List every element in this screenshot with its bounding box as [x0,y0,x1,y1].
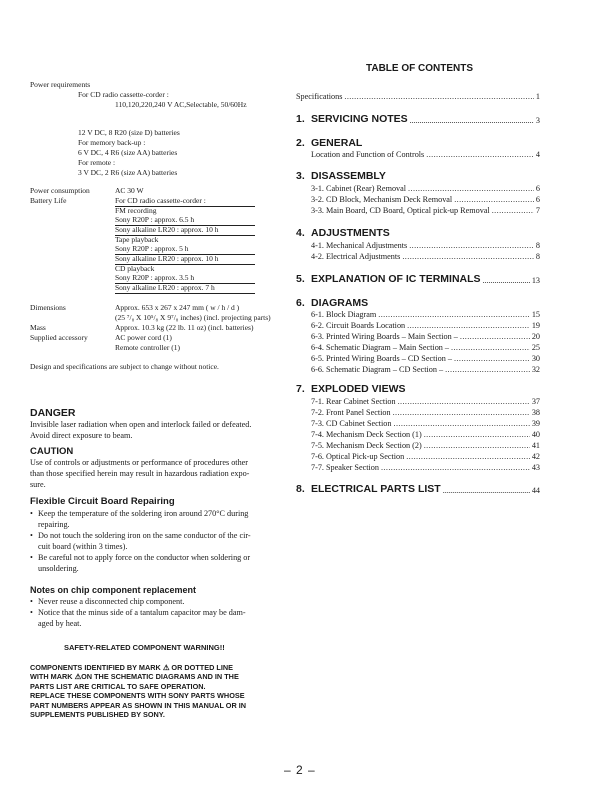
toc-section-1-page: 3 [535,116,540,125]
leader-dots [443,486,530,495]
toc-item-label: 6-4. Schematic Diagram – Main Section – [311,343,450,352]
toc-item-label: 7-4. Mechanism Deck Section (1) [311,430,422,439]
toc-item[interactable] [311,463,540,474]
toc-section-1-title: SERVICING NOTES [311,113,408,125]
caution-line-2: than those specified herein may result in hazardous radiation expo- [30,469,250,478]
safety-line-1: COMPONENTS IDENTIFIED BY MARK ⚠ OR DOTTED LINE [30,663,234,672]
toc-item-page: 15 [531,310,540,319]
toc-specifications-page: 1 [535,92,540,101]
toc-section-8[interactable] [296,483,540,495]
toc-item-label: 3-1. Cabinet (Rear) Removal [311,184,407,193]
memory-label: For memory back-up : [78,138,146,147]
supplied-accessory-value-2: Remote controller (1) [115,343,180,352]
toc-section-8-num: 8. [296,483,305,495]
toc-item-page: 43 [531,463,540,472]
toc-section-8-page: 44 [531,486,540,495]
flex-bullet-3-b: unsoldering. [38,563,79,573]
toc-item[interactable] [311,452,540,463]
toc-item[interactable] [311,252,540,263]
toc-item[interactable] [311,430,540,441]
dimensions-value-2: (25 ⁷/₈ X 10⁵/₈ X 9⁷/₈ inches) (incl. projecting parts) [115,313,271,322]
chip-bullet-1: • Never reuse a disconnected chip component. [30,597,185,606]
toc-item[interactable] [311,354,540,365]
toc-item-page: 40 [531,430,540,439]
toc-item-page: 8 [535,241,540,250]
leader-dots [424,430,530,441]
toc-section-6-title: DIAGRAMS [311,297,369,309]
flex-board-title: Flexible Circuit Board Repairing [30,496,175,507]
leader-dots [454,354,530,365]
toc-section-5-title: EXPLANATION OF IC TERMINALS [311,273,481,285]
toc-item-label: 3-2. CD Block, Mechanism Deck Removal [311,195,453,204]
flex-bullet-1-a: Keep the temperature of the soldering iron around 270°C during [38,509,249,518]
toc-section-2-num: 2. [296,137,305,149]
toc-section-5[interactable] [296,273,540,285]
safety-warning-title: SAFETY-RELATED COMPONENT WARNING!! [64,643,225,652]
toc-section-5-page: 13 [531,276,540,285]
chip-bullet-2-a: Notice that the minus side of a tantalum capacitor may be dam- [38,608,246,617]
leader-dots [407,321,530,332]
leader-dots [378,310,530,321]
toc-item-page: 4 [535,150,540,159]
toc-item[interactable] [311,397,540,408]
leader-dots [408,184,534,195]
battery-row-7: Sony R20P : approx. 3.5 h [115,273,255,284]
danger-line-2: Avoid direct exposure to beam. [30,431,133,440]
toc-item-page: 25 [531,343,540,352]
toc-item[interactable] [311,310,540,321]
toc-item-page: 8 [535,252,540,261]
toc-item-label: 6-5. Printed Wiring Boards – CD Section – [311,354,452,363]
leader-dots [406,452,530,463]
power-consumption-label: Power consumption [30,186,90,195]
toc-section-6[interactable] [296,297,540,309]
toc-section-7-title: EXPLODED VIEWS [311,383,406,395]
toc-item-page: 42 [531,452,540,461]
danger-title: DANGER [30,407,76,419]
toc-item-page: 37 [531,397,540,406]
leader-dots [424,441,530,452]
power-cd-label: For CD radio cassette-corder : [78,90,169,99]
toc-item-page: 38 [531,408,540,417]
toc-item-label: 7-1. Rear Cabinet Section [311,397,396,406]
battery-row-6: CD playback [115,264,155,273]
chip-bullet-2: • Notice that the minus side of a tantalum capacitor may be dam- aged by heat. [30,608,246,628]
dimensions-label: Dimensions [30,303,66,312]
toc-item-label: 7-6. Optical Pick-up Section [311,452,405,461]
mass-value: Approx. 10.3 kg (22 lb. 11 oz) (incl. batteries) [115,323,254,332]
toc-item[interactable] [311,365,540,376]
battery-row-1: Sony R20P : approx. 6.5 h [115,215,255,226]
flex-bullet-2-a: Do not touch the soldering iron on the same conductor of the cir- [38,531,251,540]
leader-dots [492,206,534,217]
supplied-accessory-value-1: AC power cord (1) [115,333,172,342]
leader-dots [402,252,534,263]
toc-section-5-num: 5. [296,273,305,285]
toc-section-3[interactable] [296,170,540,182]
battery-row-0: FM recording [115,206,157,215]
toc-item[interactable] [311,184,540,195]
toc-item-label: 7-5. Mechanism Deck Section (2) [311,441,422,450]
safety-line-5: PART NUMBERS APPEAR AS SHOWN IN THIS MANUAL OR IN [30,700,247,710]
remote-value: 3 V DC, 2 R6 (size AA) batteries [78,168,178,177]
toc-section-6-num: 6. [296,297,305,309]
leader-dots [344,92,534,103]
toc-item-label: 6-2. Circuit Boards Location [311,321,406,330]
toc-item[interactable] [311,343,540,354]
power-requirements-label: Power requirements [30,80,91,89]
flex-bullet-1: • Keep the temperature of the soldering iron around 270°C during repairing. [30,509,249,529]
toc-item-label: 7-3. CD Cabinet Section [311,419,392,428]
caution-line-3: sure. [30,480,46,489]
page-number: – 2 – [284,763,316,777]
power-consumption-value: AC 30 W [115,186,144,195]
remote-label: For remote : [78,158,116,167]
leader-dots [394,419,530,430]
toc-title: TABLE OF CONTENTS [366,63,474,74]
toc-item-label: 6-6. Schematic Diagram – CD Section – [311,365,444,374]
chip-bullet-1-text: Never reuse a disconnected chip component. [38,597,185,606]
toc-section-1[interactable] [296,113,540,125]
toc-section-3-title: DISASSEMBLY [311,170,386,182]
flex-bullet-1-b: repairing. [38,519,70,529]
toc-item[interactable] [311,441,540,452]
toc-section-3-num: 3. [296,170,305,182]
safety-line-3: PARTS LIST ARE CRITICAL TO SAFE OPERATION. [30,681,206,691]
leader-dots [393,408,530,419]
toc-item-label: 4-2. Electrical Adjustments [311,252,401,261]
flex-bullet-3: • Be careful not to apply force on the conductor when soldering or unsoldering. [30,553,251,573]
leader-dots [409,241,534,252]
battery-cd-label: For CD radio cassette-corder : [115,196,255,207]
supplied-accessory-label: Supplied accessory [30,333,88,342]
toc-item-page: 20 [531,332,540,341]
safety-warning-body [30,663,285,719]
leader-dots [426,150,534,161]
leader-dots [410,116,534,125]
design-note: Design and specifications are subject to change without notice. [30,362,219,371]
flex-bullet-3-a: Be careful not to apply force on the conductor when soldering or [38,553,251,562]
toc-item-page: 19 [531,321,540,330]
toc-item-label: 4-1. Mechanical Adjustments [311,241,408,250]
chip-bullet-2-b: aged by heat. [38,618,82,628]
caution-title: CAUTION [30,446,74,457]
toc-item[interactable] [311,206,540,217]
toc-item-page: 39 [531,419,540,428]
toc-item-page: 6 [535,184,540,193]
toc-item-label: 7-2. Front Panel Section [311,408,391,417]
toc-section-4-num: 4. [296,227,305,239]
mass-label: Mass [30,323,46,332]
danger-line-1: Invisible laser radiation when open and interlock failed or defeated. [30,420,252,429]
safety-line-2: WITH MARK ⚠ON THE SCHEMATIC DIAGRAMS AND IN THE [30,672,239,682]
toc-item[interactable] [311,195,540,206]
toc-item-page: 32 [531,365,540,374]
toc-item-label: 7-7. Speaker Section [311,463,379,472]
dimensions-value-1: Approx. 653 x 267 x 247 mm ( w / h / d ) [115,303,240,312]
chip-notes-title: Notes on chip component replacement [30,585,197,595]
toc-item-label: 3-3. Main Board, CD Board, Optical pick-up Removal [311,206,490,215]
toc-item[interactable] [311,150,540,161]
toc-section-7-num: 7. [296,383,305,395]
toc-specifications[interactable] [296,92,540,103]
safety-line-6: SUPPLEMENTS PUBLISHED BY SONY. [30,710,165,720]
battery-row-4: Sony R20P : approx. 5 h [115,244,255,255]
toc-item-label: Location and Function of Controls [311,150,425,159]
memory-value: 6 V DC, 4 R6 (size AA) batteries [78,148,178,157]
toc-item[interactable] [311,419,540,430]
leader-dots [451,343,530,354]
toc-item[interactable] [311,332,540,343]
toc-item[interactable] [311,408,540,419]
battery-row-5: Sony alkaline LR20 : approx. 10 h [115,254,255,265]
toc-item-page: 6 [535,195,540,204]
battery-row-2: Sony alkaline LR20 : approx. 10 h [115,225,255,236]
toc-item-page: 7 [535,206,540,215]
toc-specifications-label: Specifications [296,92,343,101]
leader-dots [483,276,530,285]
battery-life-label: Battery Life [30,196,67,205]
leader-dots [454,195,534,206]
toc-section-7[interactable] [296,383,540,395]
toc-item-page: 30 [531,354,540,363]
toc-section-8-title: ELECTRICAL PARTS LIST [311,483,441,495]
leader-dots [381,463,530,474]
caution-line-1: Use of controls or adjustments or performance of procedures other [30,458,249,467]
battery-row-3: Tape playback [115,235,159,244]
flex-bullet-2: • Do not touch the soldering iron on the same conductor of the cir- cuit board (within 3 times). [30,531,251,551]
flex-bullet-2-b: cuit board (within 3 times). [38,541,128,551]
toc-section-2[interactable] [296,137,540,149]
battery-row-8: Sony alkaline LR20 : approx. 7 h [115,283,255,294]
safety-line-4: REPLACE THESE COMPONENTS WITH SONY PARTS WHOSE [30,691,245,701]
toc-item[interactable] [311,241,540,252]
toc-item-label: 6-3. Printed Wiring Boards – Main Section – [311,332,458,341]
toc-section-2-title: GENERAL [311,137,363,149]
toc-item[interactable] [311,321,540,332]
power-ac-value: 110,120,220,240 V AC,Selectable, 50/60Hz [115,100,247,109]
toc-section-4[interactable] [296,227,540,239]
leader-dots [445,365,530,376]
leader-dots [460,332,530,343]
power-dc-value: 12 V DC, 8 R20 (size D) batteries [78,128,180,137]
toc-section-4-title: ADJUSTMENTS [311,227,390,239]
toc-item-label: 6-1. Block Diagram [311,310,377,319]
toc-section-1-num: 1. [296,113,305,125]
toc-item-page: 41 [531,441,540,450]
leader-dots [398,397,530,408]
